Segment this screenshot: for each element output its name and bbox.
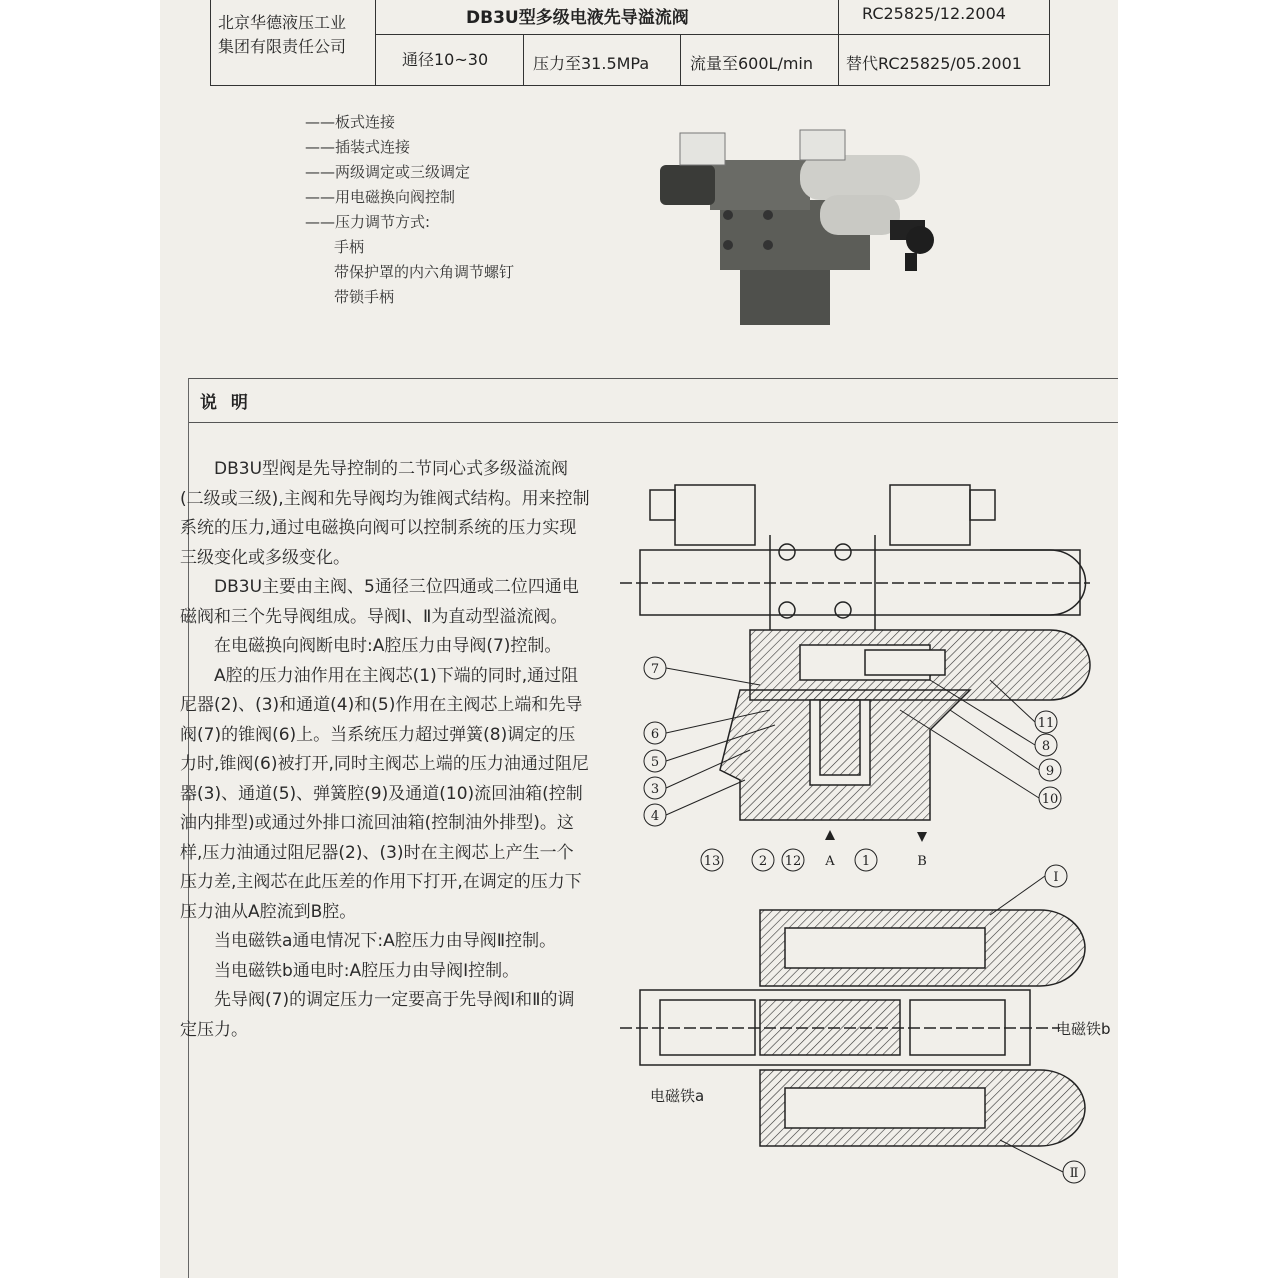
max-pressure: 压力至31.5MPa <box>533 54 650 73</box>
feature-item: ——两级调定或三级调定 <box>305 163 471 181</box>
callout-label: 2 <box>758 854 768 869</box>
section-divider-bottom <box>188 422 1118 423</box>
feature-subitem: 带保护罩的内六角调节螺钉 <box>334 263 515 281</box>
background-right <box>1118 0 1278 1278</box>
feature-item: ——板式连接 <box>305 113 396 131</box>
document-code: RC25825/12.2004 <box>862 4 1006 23</box>
callout-label: 4 <box>650 809 660 824</box>
feature-subitem: 带锁手柄 <box>334 288 395 306</box>
section-divider-top <box>188 378 1118 379</box>
paragraph: 在电磁换向阀断电时:A腔压力由导阀(7)控制。 <box>214 636 562 656</box>
callout-label: 8 <box>1041 739 1051 754</box>
paragraph: 当电磁铁a通电情况下:A腔压力由导阀Ⅱ控制。 <box>214 931 557 951</box>
paragraph: DB3U主要由主阀、5通径三位四通或二位四通电磁阀和三个先导阀组成。导阀Ⅰ、Ⅱ为直动型溢流阀。 <box>180 577 579 627</box>
callout-label: Ⅰ <box>1053 870 1059 885</box>
feature-item: ——插装式连接 <box>305 138 411 156</box>
callout-label: 10 <box>1041 792 1059 807</box>
feature-item: ——用电磁换向阀控制 <box>305 188 456 206</box>
callout-label: 3 <box>650 782 660 797</box>
callout-label: 7 <box>650 662 660 677</box>
company-line1: 北京华德液压工业 <box>218 13 347 32</box>
feature-item: ——压力调节方式: <box>305 213 431 231</box>
replaces-code: 替代RC25825/05.2001 <box>846 54 1022 73</box>
callout-label: 11 <box>1037 716 1055 731</box>
description-text <box>180 455 590 1045</box>
section-title: 说 明 <box>200 393 252 413</box>
company-line2: 集团有限责任公司 <box>218 37 347 56</box>
port-label: A <box>825 854 835 869</box>
max-flow: 流量至600L/min <box>690 54 814 73</box>
callout-label: 6 <box>650 727 660 742</box>
paragraph: 当电磁铁b通电时:A腔压力由导阀Ⅰ控制。 <box>214 960 520 981</box>
document-title: DB3U型多级电液先导溢流阀 <box>466 8 689 28</box>
callout-label: 5 <box>650 755 660 770</box>
valve-product-photo <box>650 125 940 325</box>
callout-label: 9 <box>1045 764 1055 779</box>
callout-label: 1 <box>861 854 871 869</box>
paragraph: DB3U型阀是先导控制的二节同心式多级溢流阀(二级或三级),主阀和先导阀均为锥阀式结构。用来控制系统的压力,通过电磁换向阀可以控制系统的压力实现三级变化或多级变化。 <box>180 459 590 568</box>
nominal-size: 通径10~30 <box>402 50 489 69</box>
callout-label: 13 <box>703 854 721 869</box>
callout-label: Ⅱ <box>1069 1166 1079 1181</box>
feature-subitem: 手柄 <box>334 238 365 256</box>
port-label: B <box>917 854 927 869</box>
background-left <box>0 0 160 1278</box>
paragraph: 先导阀(7)的调定压力一定要高于先导阀Ⅰ和Ⅱ的调定压力。 <box>180 990 575 1040</box>
solenoid-a-label: 电磁铁a <box>650 1087 705 1105</box>
solenoid-b-label: 电磁铁b <box>1056 1020 1111 1038</box>
paragraph: A腔的压力油作用在主阀芯(1)下端的同时,通过阻尼器(2)、(3)和通道(4)和(5)作用在主阀芯上端和先导阀(7)的锥阀(6)上。当系统压力超过弹簧(8)调定的压力时,锥阀(6)被打开,同时主阀芯上端的压力油通过阻尼器(3)、通道(5)、弹簧腔(9)及通道(10)流回油箱(控制油内排型)或通过外排口流回油箱(控制油外排型)。这样,压力油通过阻尼器(2)、(3)时在主阀芯上产生一个压力差,主阀芯在此压差的作用下打开,在调定的压力下压力油从A腔流到B腔。 <box>180 665 589 922</box>
callout-label: 12 <box>784 854 802 869</box>
